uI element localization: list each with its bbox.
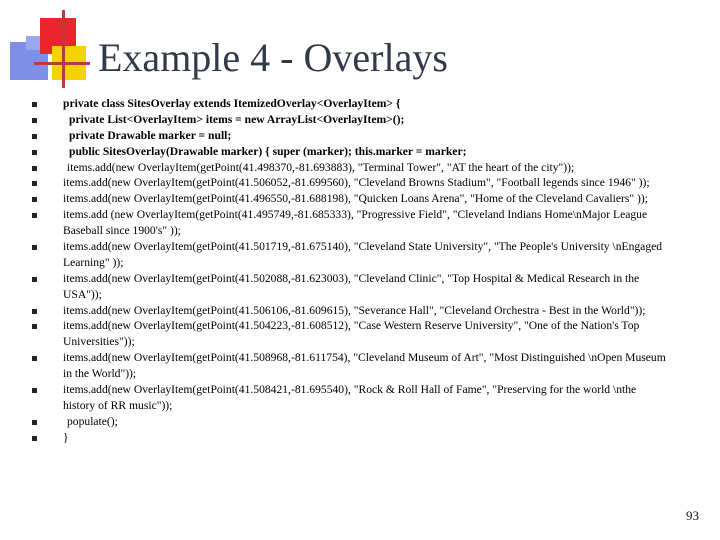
code-line-text: private Drawable marker = null;	[69, 128, 232, 142]
bullet-icon	[32, 181, 37, 186]
code-line-text: history of RR music"));	[63, 398, 173, 412]
code-line	[28, 318, 708, 334]
code-line-text: public SitesOverlay(Drawable marker) { super (marker); this.marker = marker;	[69, 144, 467, 158]
code-line	[28, 239, 708, 255]
bullet-icon	[32, 166, 37, 171]
code-line	[28, 430, 708, 446]
code-line	[28, 223, 708, 239]
bullet-icon	[32, 309, 37, 314]
code-listing	[28, 96, 708, 446]
code-line-text: in the World"));	[63, 367, 137, 381]
code-line	[28, 191, 708, 207]
code-line	[28, 398, 708, 414]
code-line	[28, 96, 708, 112]
code-line	[28, 287, 708, 303]
code-line-text: private class SitesOverlay extends ItemizedOverlay<OverlayItem> {	[63, 97, 401, 110]
code-line	[28, 271, 708, 287]
bullet-icon	[32, 324, 37, 329]
code-line	[28, 144, 708, 160]
bullet-icon	[32, 134, 37, 139]
slide-logo	[0, 0, 100, 100]
logo-vertical-line	[62, 10, 65, 88]
code-line	[28, 255, 708, 271]
code-line	[28, 160, 708, 176]
bullet-icon	[32, 197, 37, 202]
bullet-icon	[32, 420, 37, 425]
code-line	[28, 303, 708, 319]
code-line-text: USA"));	[63, 287, 102, 301]
code-line-text: items.add(new OverlayItem(getPoint(41.502088,-81.623003), "Cleveland Clinic", "Top Hospital & Medical Research in the	[63, 271, 640, 285]
code-line-text: items.add(new OverlayItem(getPoint(41.506106,-81.609615), "Severance Hall", "Cleveland Orchestra - Best in the World"));	[63, 303, 646, 317]
code-line	[28, 112, 708, 128]
code-line-text: Baseball since 1900's" ));	[63, 224, 181, 238]
bullet-icon	[32, 150, 37, 155]
logo-horizontal-line	[34, 62, 90, 65]
code-line-text: Learning" ));	[63, 255, 124, 269]
code-line	[28, 334, 708, 350]
bullet-icon	[32, 277, 37, 282]
page-number: 93	[686, 508, 699, 523]
bullet-icon	[32, 436, 37, 441]
code-line-text: Universities"));	[63, 335, 135, 349]
code-line	[28, 414, 708, 430]
bullet-icon	[32, 118, 37, 123]
code-line-text: items.add(new OverlayItem(getPoint(41.506052,-81.699560), "Cleveland Browns Stadium", "Football legends since 1946" ));	[63, 176, 650, 190]
code-line	[28, 128, 708, 144]
code-line-text: items.add (new OverlayItem(getPoint(41.495749,-81.685333), "Progressive Field", "Cleveland Indians Home\nMajor League	[63, 208, 648, 222]
bullet-icon	[32, 245, 37, 250]
code-line	[28, 382, 708, 398]
code-line-text: items.add(new OverlayItem(getPoint(41.501719,-81.675140), "Cleveland State University", "The People's University \nEngaged	[63, 240, 663, 254]
bullet-icon	[32, 102, 37, 107]
code-line-text: populate();	[67, 414, 118, 428]
code-line-text: items.add(new OverlayItem(getPoint(41.508968,-81.611754), "Cleveland Museum of Art", "Most Distinguished \nOpen Museum	[63, 351, 666, 365]
code-line	[28, 175, 708, 191]
bullet-icon	[32, 213, 37, 218]
code-line-text: items.add(new OverlayItem(getPoint(41.504223,-81.608512), "Case Western Reserve University", "One of the Nation's Top	[63, 319, 640, 333]
code-line	[28, 350, 708, 366]
code-line-text: items.add(new OverlayItem(getPoint(41.498370,-81.693883), "Terminal Tower", "AT the heart of the city"));	[67, 160, 575, 174]
code-line-text: items.add(new OverlayItem(getPoint(41.496550,-81.688198), "Quicken Loans Arena", "Home of the Cleveland Cavaliers" ));	[63, 192, 648, 206]
code-line-text: private List<OverlayItem> items = new ArrayList<OverlayItem>();	[69, 112, 405, 126]
code-line	[28, 366, 708, 382]
code-line-text: items.add(new OverlayItem(getPoint(41.508421,-81.695540), "Rock & Roll Hall of Fame", "Preserving for the world \nthe	[63, 383, 637, 397]
logo-small-blue-square	[26, 36, 40, 50]
code-line-text: }	[63, 430, 69, 444]
bullet-icon	[32, 356, 37, 361]
code-line	[28, 207, 708, 223]
slide-title: Example 4 - Overlays	[98, 35, 448, 80]
bullet-icon	[32, 388, 37, 393]
